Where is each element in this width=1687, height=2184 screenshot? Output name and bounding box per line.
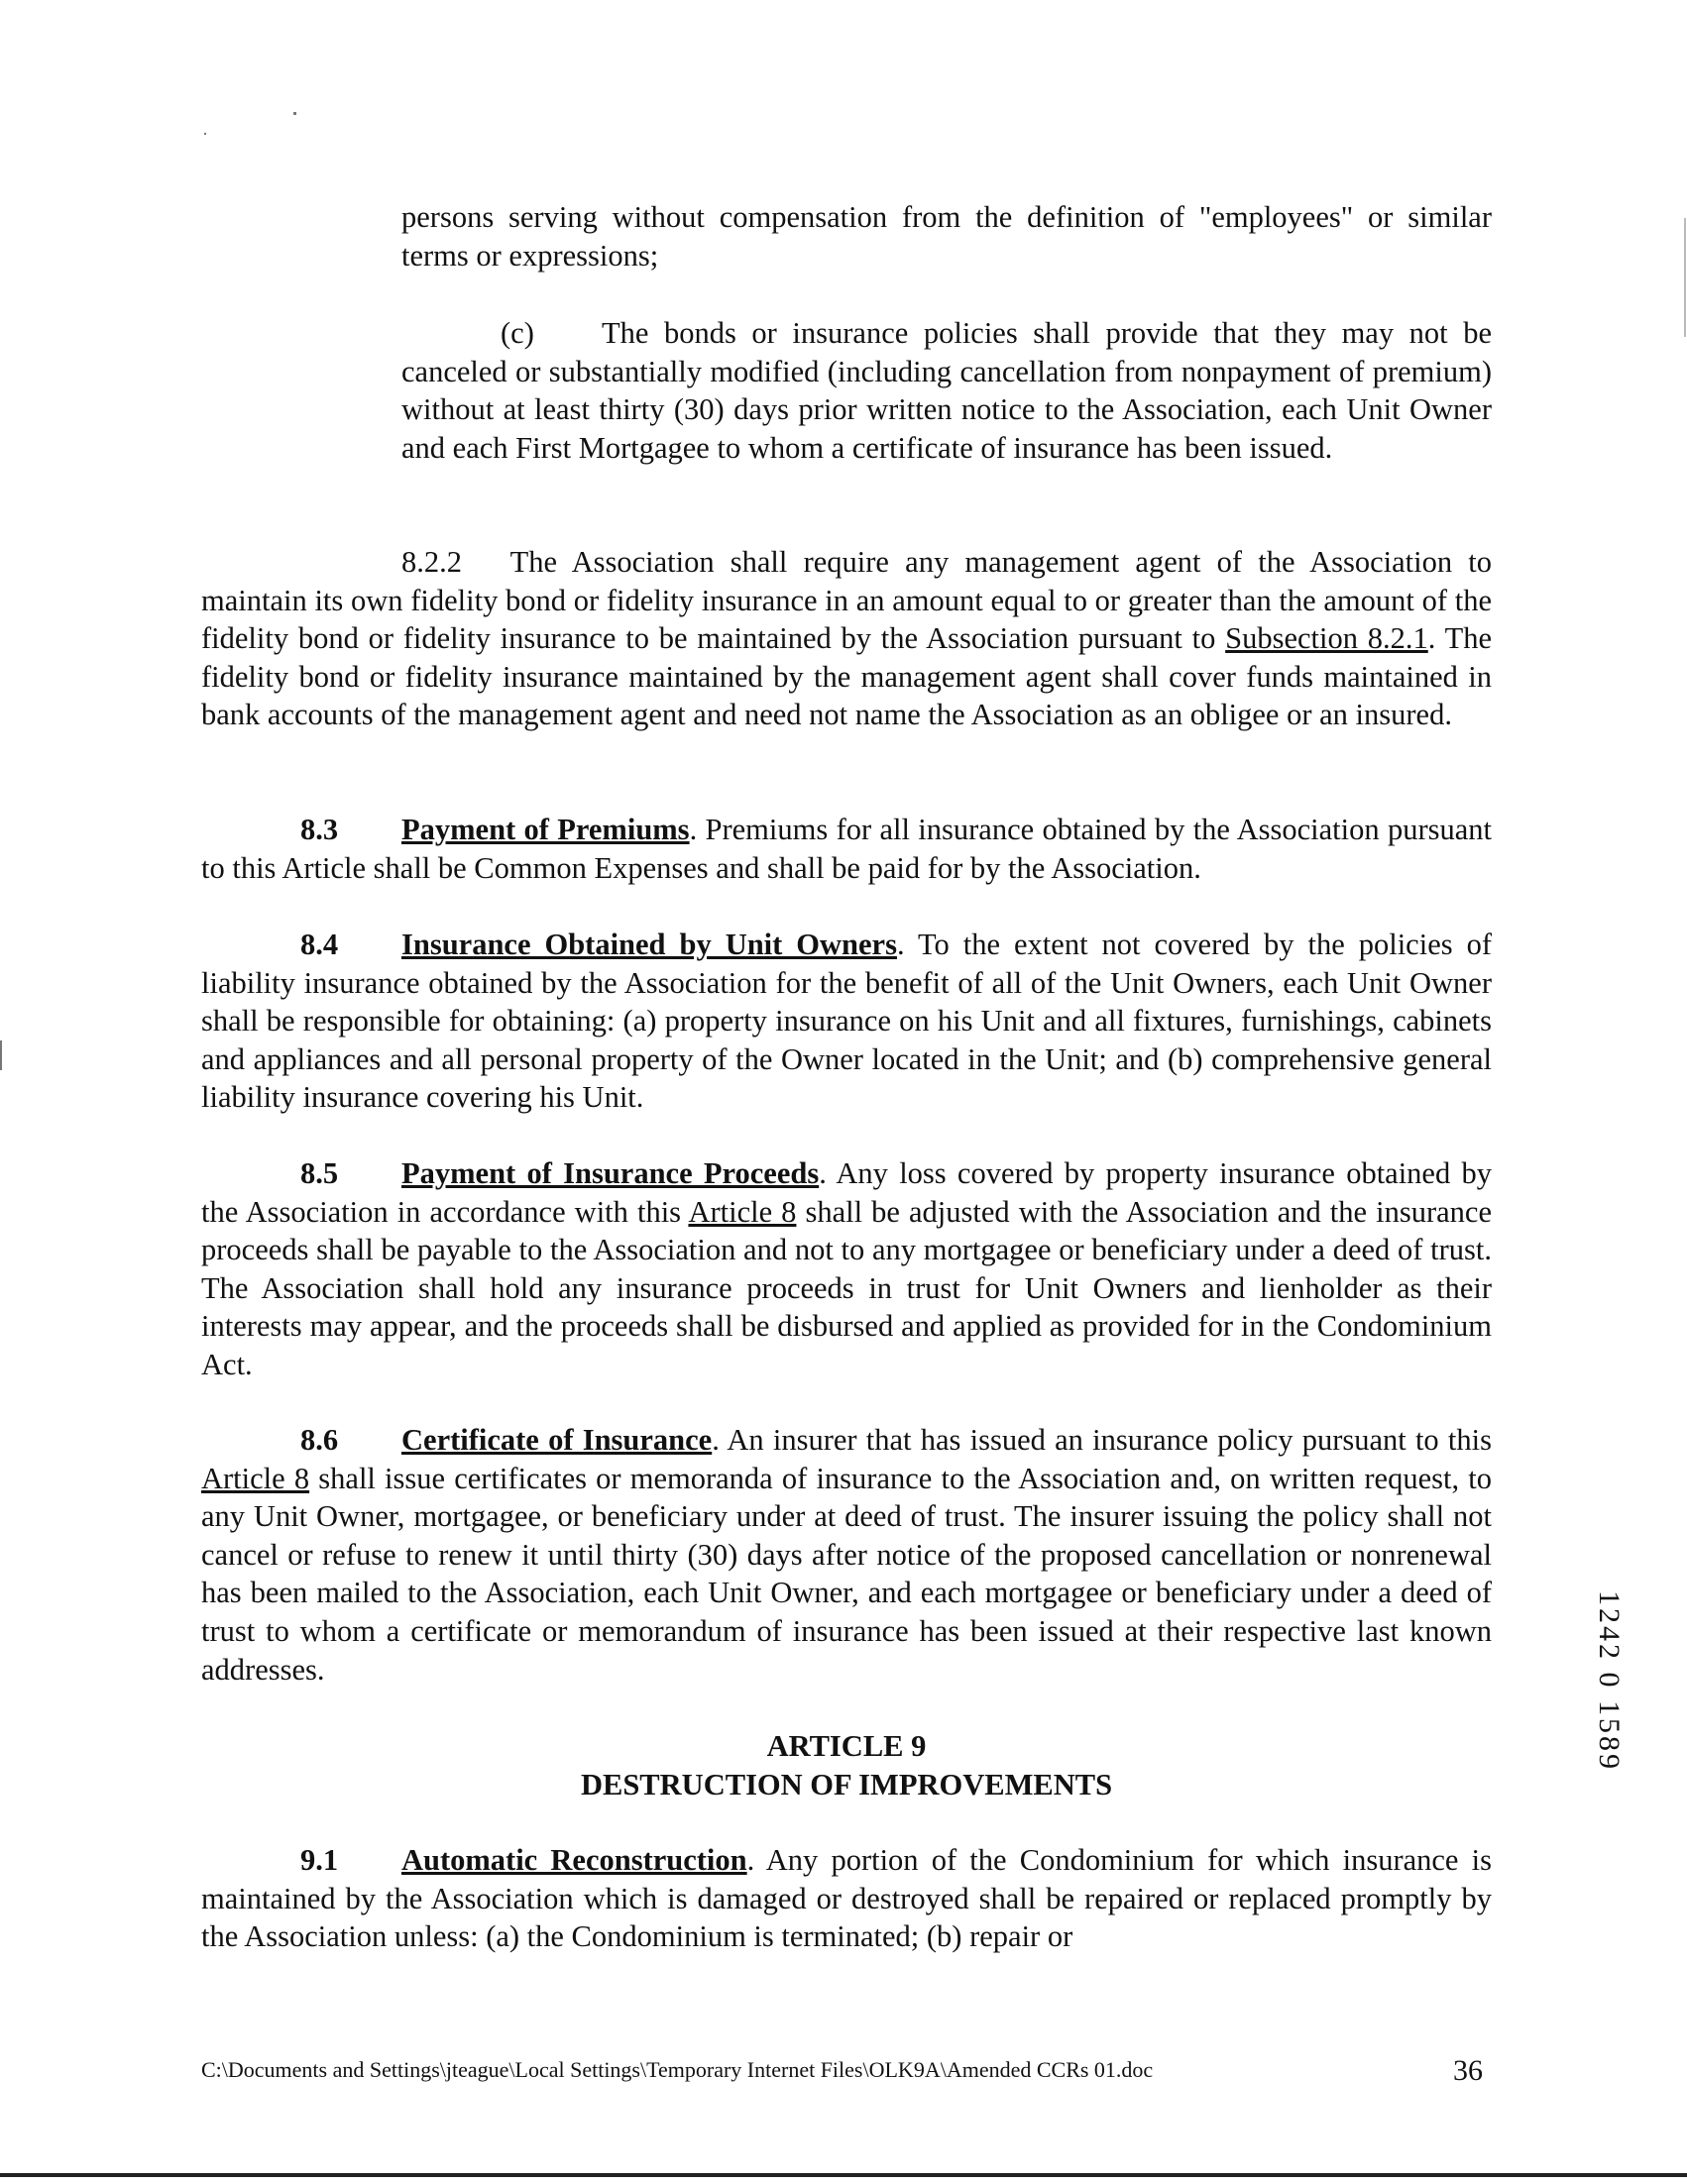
section-8-6	[201, 1421, 1492, 1689]
scan-dot	[204, 133, 206, 135]
section-text: . Any portion of the Condominium for which insurance is maintained by the Association which is damaged or destroyed shall be repaired or replaced promptly by the Association unless: (a) the Condominium is terminated; (b) repair or	[201, 1843, 1492, 1954]
article-title: ARTICLE 9	[766, 1729, 927, 1763]
section-text-b: shall issue certificates or memoranda of insurance to the Association and, on written request, to any Unit Owner, mortgagee, or beneficiary under at deed of trust. The insurer issuing the policy shall not cancel or refuse to renew it until thirty (30) days after notice of the proposed cancellation or nonrenewal has been mailed to the Association, each Unit Owner, and each mortgagee or beneficiary under a deed of trust to whom a certificate or memorandum of insurance has been issued at their respective last known addresses.	[201, 1461, 1492, 1687]
section-heading: Certificate of Insurance	[401, 1423, 713, 1457]
body-text	[201, 198, 1492, 274]
section-text: . To the extent not covered by the policies of liability insurance obtained by the Association for the benefit of all of the Unit Owners, each Unit Owner shall be responsible for obtaining: (a) property insurance on his Unit and all fixtures, furnishings, cabinets and appliances and all personal property of the Owner located in the Unit; and (b) comprehensive general liability insurance covering his Unit.	[201, 928, 1492, 1115]
section-heading: Insurance Obtained by Unit Owners	[401, 928, 897, 961]
article-heading	[201, 1727, 1492, 1803]
section-9-1	[201, 1841, 1492, 1956]
body-text	[201, 1841, 1492, 1956]
section-number: 8.4	[300, 928, 339, 961]
paragraph-number: 8.2.2	[401, 545, 462, 579]
section-text-b: shall be adjusted with the Association and the insurance proceeds shall be payable to the Association and not to any mortgagee or beneficiary under a deed of trust. The Association shall hold any insurance proceeds in trust for Unit Owners and lienholder as their interests may appear, and the proceeds shall be disbursed and applied as provided for in the Condominium Act.	[201, 1194, 1492, 1381]
section-heading: Automatic Reconstruction	[401, 1843, 747, 1877]
section-heading: Payment of Premiums	[401, 813, 690, 846]
section-number: 9.1	[300, 1843, 339, 1877]
item-label-c: (c)	[501, 316, 534, 350]
section-8-3	[201, 811, 1492, 887]
body-text	[201, 314, 1492, 467]
section-number: 8.3	[300, 813, 339, 846]
article-link[interactable]: Article 8	[201, 1461, 310, 1495]
scan-edge-mark	[1684, 218, 1686, 337]
scan-edge-mark	[0, 1040, 2, 1070]
footer-file-path: C:\Documents and Settings\jteague\Local Settings\Temporary Internet Files\OLK9A\Amended CCRs 01.doc	[201, 2057, 1154, 2082]
paragraph-continuation: persons serving without compensation from the definition of "employees" or similar terms or expressions;	[401, 200, 1492, 273]
body-text	[201, 811, 1492, 887]
body-text	[201, 1421, 1492, 1689]
section-8-5	[201, 1154, 1492, 1384]
section-text-a: . An insurer that has issued an insurance policy pursuant to this	[712, 1423, 1492, 1457]
paragraph-c	[401, 314, 1492, 467]
body-text	[201, 1154, 1492, 1384]
article-subtitle: DESTRUCTION OF IMPROVEMENTS	[580, 1767, 1113, 1802]
paragraph-8-2-2	[201, 543, 1492, 734]
page-number: 36	[1453, 2054, 1483, 2087]
subsection-link[interactable]: Subsection 8.2.1	[1225, 621, 1428, 656]
paragraph-8-2-2-text-b: . The fidelity bond or fidelity insurance maintained by the management agent shall cover funds maintained in bank accounts of the management agent and need not name the Association as an obligee or an insured.	[201, 621, 1492, 732]
body-text	[201, 543, 1492, 734]
section-heading: Payment of Insurance Proceeds	[401, 1156, 820, 1190]
paragraph-8-2-2-text-a: The Association shall require any management agent of the Association to maintain its own fidelity bond or fidelity insurance in an amount equal to or greater than the amount of the fidelity bond or fidelity insurance to be maintained by the Association pursuant to	[201, 545, 1493, 656]
paragraph-c-text: The bonds or insurance policies shall provide that they may not be canceled or substantially modified (including cancellation from nonpayment of premium) without at least thirty (30) days prior written notice to the Association, each Unit Owner and each First Mortgagee to whom a certificate of insurance has been issued.	[401, 316, 1492, 465]
section-text-a: . Any loss covered by property insurance obtained by the Association in accordance with this	[201, 1156, 1492, 1229]
section-8-4	[201, 926, 1492, 1117]
section-number: 8.5	[300, 1156, 339, 1190]
scan-bottom-edge	[0, 2173, 1687, 2177]
recording-number: 1242 0 1589	[1593, 1590, 1626, 1772]
section-number: 8.6	[300, 1423, 339, 1457]
article-link[interactable]: Article 8	[688, 1194, 797, 1229]
body-text	[201, 926, 1492, 1117]
section-text: . Premiums for all insurance obtained by the Association pursuant to this Article shall be Common Expenses and shall be paid for by the Association.	[201, 813, 1493, 885]
recording-stamp	[1593, 1590, 1626, 1868]
scan-dot	[293, 112, 296, 115]
